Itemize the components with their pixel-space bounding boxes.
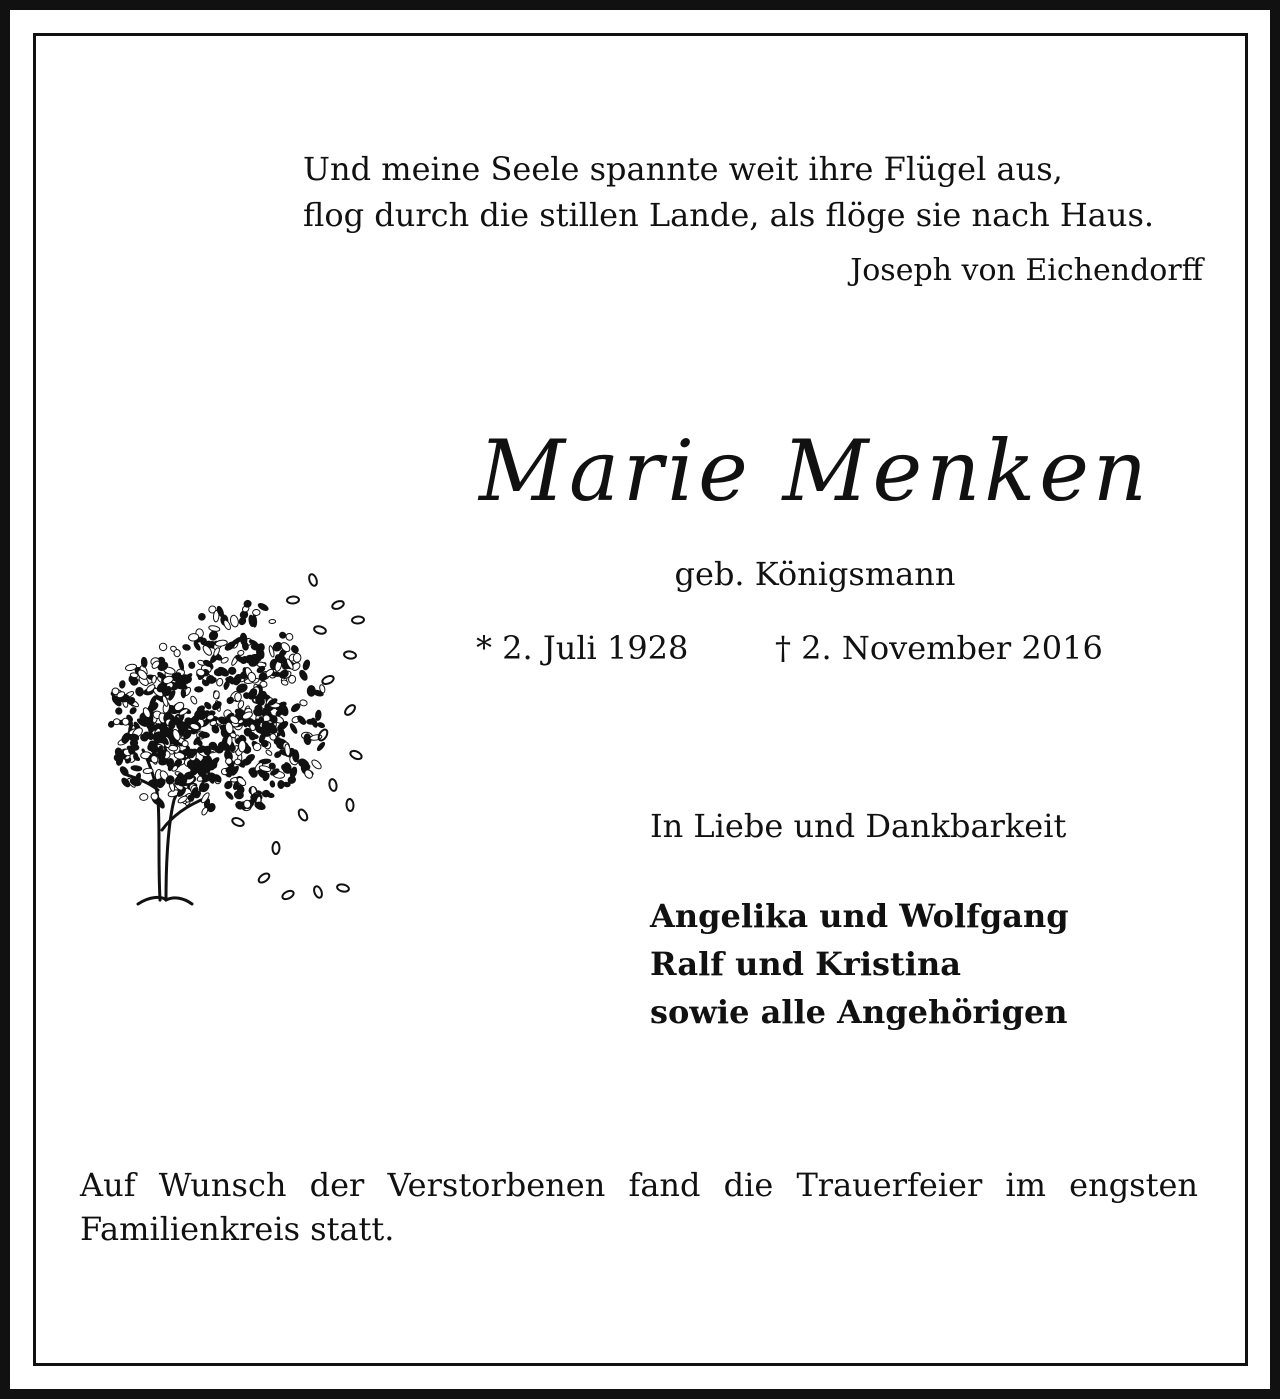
ceremony-note: Auf Wunsch der Verstorbenen fand die Trauerfeier im engsten Familienkreis statt. [80,1166,1198,1248]
quote-author: Joseph von Eichendorff [850,253,1203,288]
mourner-line: Angelika und Wolfgang [650,897,1069,935]
birth-date: * 2. Juli 1928 [476,629,689,667]
mourner-line: Ralf und Kristina [650,945,961,983]
maiden-name: geb. Königsmann [674,555,956,593]
quote-line-1: Und meine Seele spannte weit ihre Flügel aus, [303,150,1063,188]
mourner-line: sowie alle Angehörigen [650,993,1068,1031]
windblown-tree-icon [88,560,378,920]
deceased-name: Marie Menken [478,422,1152,520]
quote-line-2: flog durch die stillen Lande, als flöge sie nach Haus. [303,196,1155,234]
mourners-list [650,892,1069,1036]
poem-quote [303,146,1203,238]
death-date: † 2. November 2016 [775,629,1103,667]
thanks-line: In Liebe und Dankbarkeit [650,807,1067,845]
tree-crown [107,599,325,816]
